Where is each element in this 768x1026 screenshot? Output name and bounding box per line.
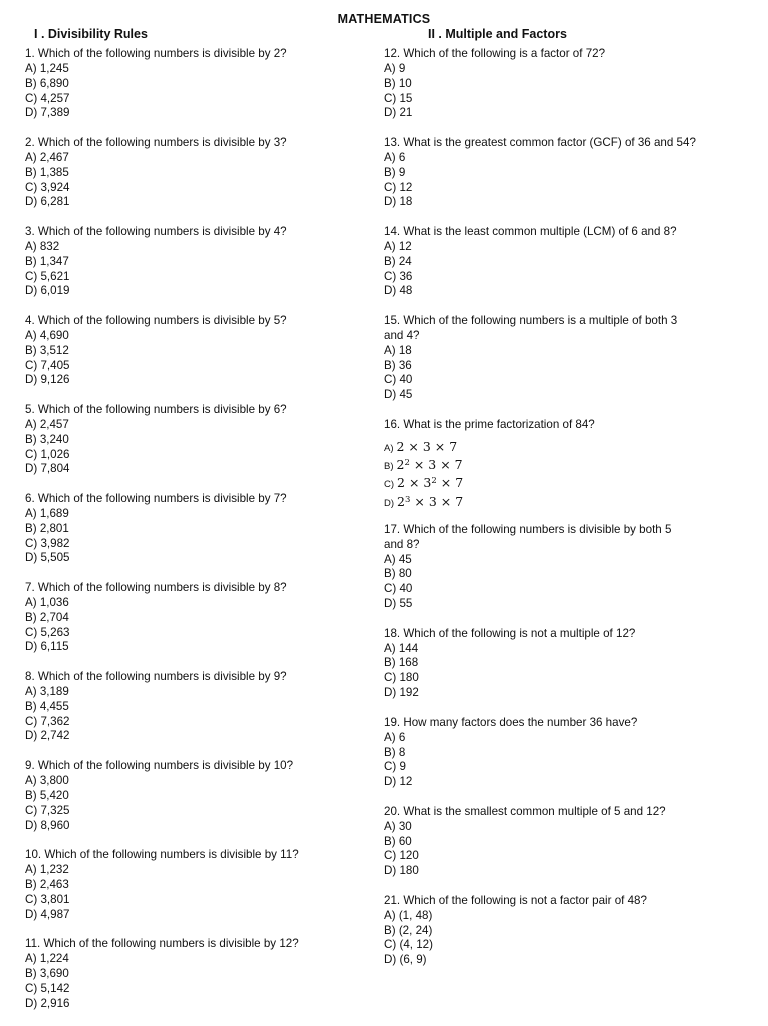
answer-option: B) 3,240 <box>25 432 69 446</box>
question <box>25 225 370 299</box>
answer-option: C) 1,026 <box>25 447 70 461</box>
answer-option: A) 3,189 <box>25 684 69 698</box>
question <box>384 894 746 968</box>
answer-option: D) 21 <box>384 106 413 120</box>
question <box>25 492 370 566</box>
answer-option: A) 144 <box>384 641 419 655</box>
answer-option: D) 6,115 <box>25 640 69 654</box>
answer-option <box>384 495 746 513</box>
answer-option: B) 1,385 <box>25 165 69 179</box>
answer-option: B) 168 <box>384 656 419 670</box>
exponent: 3 <box>404 494 411 505</box>
answer-option-label: C) <box>384 479 395 491</box>
answer-option: A) 2,467 <box>25 150 69 164</box>
answer-option: B) 36 <box>384 358 412 372</box>
answer-option <box>384 458 746 476</box>
question <box>25 759 370 833</box>
question <box>25 848 370 922</box>
answer-option-label: A) <box>384 442 394 454</box>
answer-option: C) 7,362 <box>25 714 70 728</box>
answer-option: D) 180 <box>384 864 419 878</box>
question-text: 6. Which of the following numbers is divisible by 7? <box>25 492 287 506</box>
answer-option: C) 9 <box>384 760 406 774</box>
answer-option: B) (2, 24) <box>384 923 433 937</box>
answer-option: B) 9 <box>384 165 406 179</box>
answer-option: A) 832 <box>25 239 60 253</box>
answer-option: A) 1,224 <box>25 952 69 965</box>
math-expression <box>397 476 463 491</box>
answer-option: A) 1,036 <box>25 595 69 609</box>
question <box>384 225 746 299</box>
expression-part: × 7 <box>436 475 464 491</box>
question-text: 8. Which of the following numbers is divisible by 9? <box>25 670 287 684</box>
answer-option: B) 3,690 <box>25 966 69 980</box>
question <box>25 314 370 388</box>
answer-option: B) 3,512 <box>25 343 69 357</box>
answer-option: B) 24 <box>384 254 412 268</box>
answer-option: A) 45 <box>384 552 412 566</box>
answer-option: C) 3,982 <box>25 536 70 550</box>
expression-part: 2 <box>397 493 405 509</box>
math-expression <box>397 495 463 510</box>
answer-option: C) 5,621 <box>25 269 70 283</box>
answer-option: C) 120 <box>384 849 419 863</box>
question <box>384 716 746 790</box>
question-text: 5. Which of the following numbers is divisible by 6? <box>25 403 287 417</box>
question-text: 10. Which of the following numbers is divisible by 11? <box>25 848 299 862</box>
answer-option: C) 180 <box>384 671 419 685</box>
question <box>384 523 746 612</box>
question <box>384 418 746 513</box>
question-text: 7. Which of the following numbers is divisible by 8? <box>25 581 287 595</box>
answer-option: D) 192 <box>384 686 419 700</box>
answer-option: C) 36 <box>384 269 413 283</box>
answer-option: B) 80 <box>384 567 412 581</box>
question-text: 4. Which of the following numbers is divisible by 5? <box>25 314 287 328</box>
question-text: 20. What is the smallest common multiple of 5 and 12? <box>384 804 666 818</box>
answer-option: D) 2,742 <box>25 729 70 743</box>
section-heading-multiples: II . Multiple and Factors <box>428 27 567 41</box>
answer-option: D) 6,281 <box>25 195 70 209</box>
answer-option: B) 10 <box>384 76 412 90</box>
question <box>25 670 370 744</box>
answer-option: C) 7,405 <box>25 358 70 372</box>
question <box>384 314 746 403</box>
answer-option-label: B) <box>384 461 394 473</box>
answer-option: C) 12 <box>384 180 413 194</box>
question-text: 9. Which of the following numbers is divisible by 10? <box>25 759 294 773</box>
expression-part: 2 × 3 × 7 <box>396 438 458 454</box>
answer-option: C) 7,325 <box>25 803 70 817</box>
question-text: 3. Which of the following numbers is divisible by 4? <box>25 225 287 239</box>
answer-option: C) 40 <box>384 373 413 387</box>
answer-option: D) (6, 9) <box>384 953 427 967</box>
question-text: 18. Which of the following is not a multiple of 12? <box>384 626 636 640</box>
answer-option: B) 8 <box>384 745 406 759</box>
question-text: 2. Which of the following numbers is divisible by 3? <box>25 136 287 150</box>
answer-option: D) 9,126 <box>25 373 70 387</box>
answer-option: B) 2,463 <box>25 877 69 891</box>
answer-option <box>384 440 746 458</box>
question-text: 11. Which of the following numbers is divisible by 12? <box>25 937 299 951</box>
answer-option: D) 5,505 <box>25 551 70 565</box>
answer-option: A) 1,232 <box>25 862 69 876</box>
answer-option: B) 5,420 <box>25 788 69 802</box>
answer-option: C) (4, 12) <box>384 938 433 952</box>
answer-option: A) 1,245 <box>25 61 69 75</box>
answer-option: C) 5,263 <box>25 625 70 639</box>
exponent: 2 <box>404 458 410 469</box>
question-text: 21. Which of the following is not a factor pair of 48? <box>384 893 647 907</box>
answer-option: A) 18 <box>384 343 412 357</box>
question <box>384 47 746 121</box>
question <box>384 136 746 210</box>
answer-option: D) 12 <box>384 775 413 789</box>
question-text: 17. Which of the following numbers is divisible by both 5 and 8? <box>384 522 672 551</box>
answer-option: C) 15 <box>384 91 413 105</box>
answer-option: D) 8,960 <box>25 818 70 832</box>
answer-option: A) 9 <box>384 61 406 75</box>
question <box>25 937 370 1011</box>
question-text: 15. Which of the following numbers is a multiple of both 3 and 4? <box>384 314 678 342</box>
question <box>25 136 370 210</box>
question <box>25 403 370 477</box>
question-text: 16. What is the prime factorization of 84? <box>384 417 595 431</box>
question <box>25 47 370 121</box>
question-text: 19. How many factors does the number 36 have? <box>384 715 638 729</box>
section-heading-divisibility: I . Divisibility Rules <box>34 27 148 41</box>
answer-option: A) 6 <box>384 150 406 164</box>
question <box>384 805 746 879</box>
answer-option: A) 30 <box>384 819 412 833</box>
answer-option: B) 2,801 <box>25 521 69 535</box>
answer-option: C) 4,257 <box>25 91 70 105</box>
answer-option: D) 55 <box>384 597 413 611</box>
answer-option: A) 2,457 <box>25 417 69 431</box>
answer-option: A) 3,800 <box>25 773 69 787</box>
question-text: 1. Which of the following numbers is divisible by 2? <box>25 47 287 60</box>
answer-option: D) 7,804 <box>25 462 70 476</box>
expression-part: 2 × 3 <box>397 475 432 491</box>
answer-option: D) 48 <box>384 284 413 298</box>
question <box>25 581 370 655</box>
column-divisibility-rules <box>25 47 370 1026</box>
answer-option: C) 3,924 <box>25 180 70 194</box>
answer-option-label: D) <box>384 497 395 509</box>
answer-option: B) 60 <box>384 834 412 848</box>
answer-option: B) 2,704 <box>25 610 69 624</box>
answer-option: D) 4,987 <box>25 907 70 921</box>
answer-option: A) 4,690 <box>25 328 69 342</box>
math-expression <box>397 458 463 473</box>
answer-option: B) 6,890 <box>25 76 69 90</box>
answer-option: D) 6,019 <box>25 284 70 298</box>
column-multiples-factors <box>384 47 746 983</box>
expression-part: 2 <box>396 457 405 473</box>
expression-part: × 3 × 7 <box>409 457 463 473</box>
page-title: MATHEMATICS <box>337 12 431 26</box>
question-text: 14. What is the least common multiple (LCM) of 6 and 8? <box>384 225 677 239</box>
answer-option: A) 12 <box>384 239 412 253</box>
math-expression <box>397 440 458 455</box>
expression-part: × 3 × 7 <box>410 493 464 509</box>
answer-option: D) 2,916 <box>25 996 70 1010</box>
answer-option <box>384 476 746 494</box>
answer-option: A) 6 <box>384 730 406 744</box>
answer-option: B) 1,347 <box>25 254 69 268</box>
answer-option: D) 18 <box>384 195 413 209</box>
exponent: 2 <box>431 476 437 487</box>
answer-option: C) 5,142 <box>25 981 70 995</box>
answer-option: A) (1, 48) <box>384 908 433 922</box>
question <box>384 627 746 701</box>
answer-option: C) 40 <box>384 582 413 596</box>
question-text: 13. What is the greatest common factor (GCF) of 36 and 54? <box>384 136 696 150</box>
question-text: 12. Which of the following is a factor of 72? <box>384 47 606 60</box>
answer-option: D) 7,389 <box>25 106 70 120</box>
answer-option: C) 3,801 <box>25 892 70 906</box>
answer-option: B) 4,455 <box>25 699 69 713</box>
answer-option: D) 45 <box>384 388 413 402</box>
answer-option: A) 1,689 <box>25 506 69 520</box>
